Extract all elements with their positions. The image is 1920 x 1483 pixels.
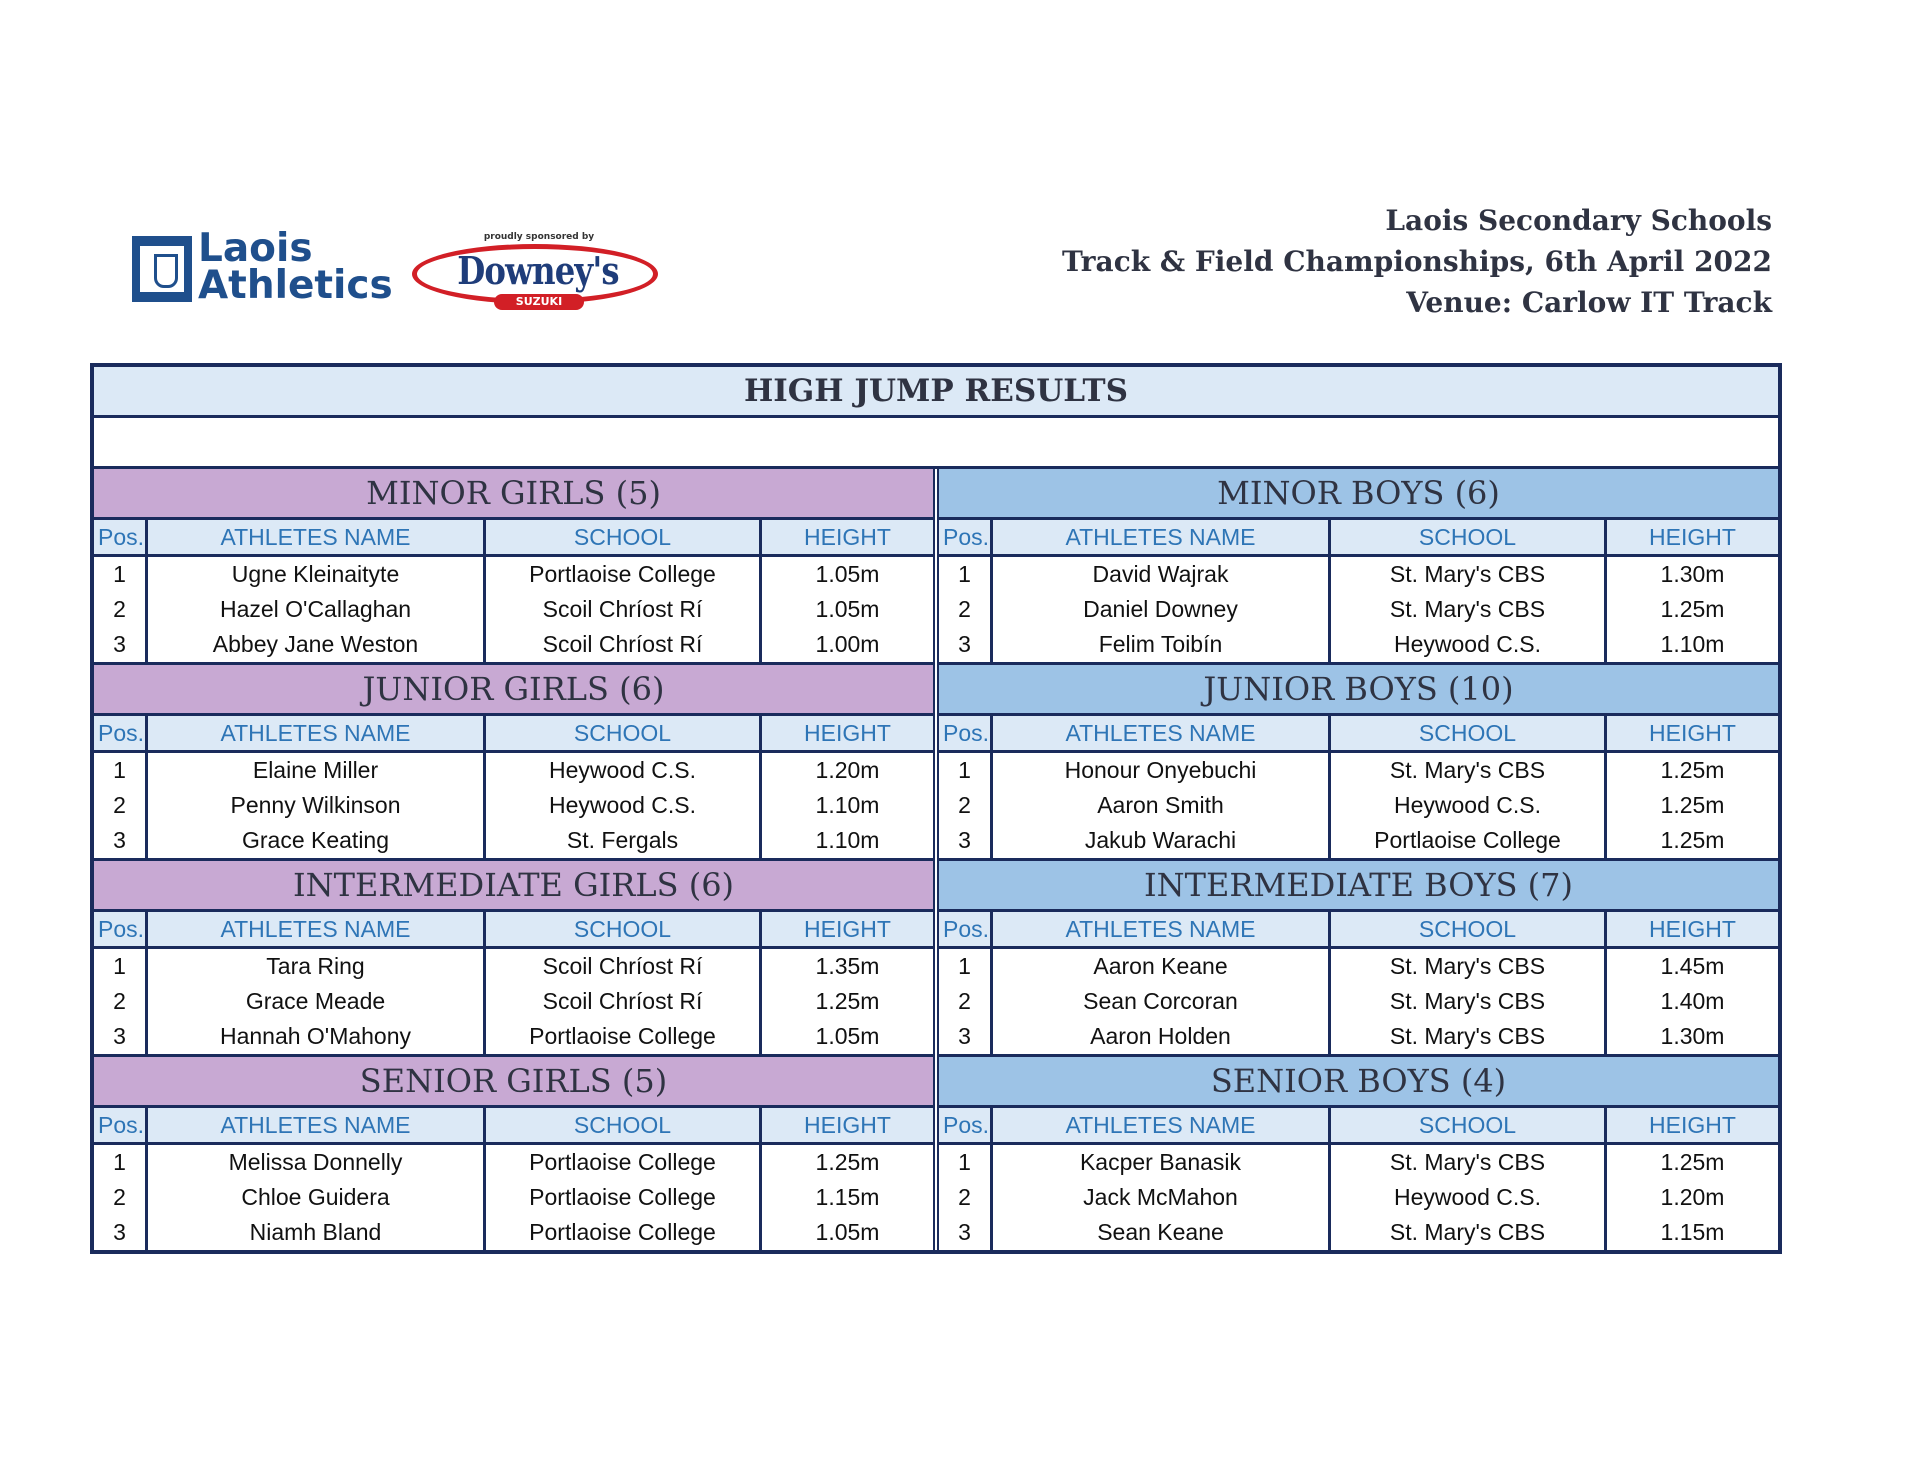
cell-name: Jakub Warachi <box>993 823 1331 858</box>
cell-school: Portlaoise College <box>486 1145 762 1180</box>
cell-school: Portlaoise College <box>1331 823 1607 858</box>
column-header-pos: Pos. <box>939 912 993 946</box>
category-section <box>94 665 933 861</box>
cell-school: Scoil Chríost Rí <box>486 627 762 662</box>
cell-school: St. Mary's CBS <box>1331 753 1607 788</box>
club-name: Laois Athletics <box>198 226 393 308</box>
boys-column <box>933 469 1778 1250</box>
column-header-school: SCHOOL <box>486 716 762 750</box>
cell-name: Tara Ring <box>148 949 486 984</box>
column-header-school: SCHOOL <box>486 912 762 946</box>
category-title: INTERMEDIATE BOYS (7) <box>939 861 1778 912</box>
category-title: JUNIOR GIRLS (6) <box>94 665 933 716</box>
table-row <box>939 557 1778 592</box>
column-header-pos: Pos. <box>939 716 993 750</box>
cell-name: Grace Keating <box>148 823 486 858</box>
cell-school: Heywood C.S. <box>1331 1180 1607 1215</box>
cell-height: 1.25m <box>1660 792 1725 818</box>
column-header-name: ATHLETES NAME <box>148 716 486 750</box>
cell-pos: 2 <box>939 592 993 627</box>
cell-name: Chloe Guidera <box>148 1180 486 1215</box>
cell-height: 1.45m <box>1660 953 1725 979</box>
column-header-row <box>94 520 933 557</box>
cell-school: Scoil Chríost Rí <box>486 949 762 984</box>
cell-height: 1.35m <box>815 953 880 979</box>
category-title: SENIOR GIRLS (5) <box>94 1057 933 1108</box>
cell-name: David Wajrak <box>993 557 1331 592</box>
cell-school: St. Mary's CBS <box>1331 1215 1607 1250</box>
table-row <box>94 949 933 984</box>
column-header-pos: Pos. <box>939 1108 993 1142</box>
category-section <box>939 1057 1778 1250</box>
cell-height: 1.30m <box>1660 1023 1725 1049</box>
results-table <box>90 363 1782 1254</box>
cell-name: Hazel O'Callaghan <box>148 592 486 627</box>
table-row <box>939 949 1778 984</box>
cell-pos: 2 <box>94 1180 148 1215</box>
cell-school: Portlaoise College <box>486 1019 762 1054</box>
category-title: MINOR GIRLS (5) <box>94 469 933 520</box>
cell-school: Scoil Chríost Rí <box>486 984 762 1019</box>
cell-school: St. Mary's CBS <box>1331 1019 1607 1054</box>
cell-school: St. Fergals <box>486 823 762 858</box>
cell-school: St. Mary's CBS <box>1331 984 1607 1019</box>
column-header-school: SCHOOL <box>486 520 762 554</box>
cell-height: 1.25m <box>1660 757 1725 783</box>
cell-name: Sean Corcoran <box>993 984 1331 1019</box>
category-section <box>94 1057 933 1250</box>
cell-height: 1.10m <box>1660 631 1725 657</box>
cell-pos: 1 <box>94 949 148 984</box>
column-header-name: ATHLETES NAME <box>993 520 1331 554</box>
column-header-row <box>94 912 933 949</box>
cell-name: Niamh Bland <box>148 1215 486 1250</box>
cell-school: Heywood C.S. <box>486 753 762 788</box>
category-title: INTERMEDIATE GIRLS (6) <box>94 861 933 912</box>
cell-pos: 3 <box>94 1215 148 1250</box>
table-row <box>94 788 933 823</box>
table-row <box>939 1180 1778 1215</box>
cell-name: Kacper Banasik <box>993 1145 1331 1180</box>
cell-name: Sean Keane <box>993 1215 1331 1250</box>
cell-height: 1.05m <box>815 561 880 587</box>
column-header-school: SCHOOL <box>1331 912 1607 946</box>
header-line-organiser: Laois Secondary Schools <box>1385 204 1772 237</box>
cell-school: Portlaoise College <box>486 1180 762 1215</box>
cell-name: Aaron Holden <box>993 1019 1331 1054</box>
cell-pos: 2 <box>94 592 148 627</box>
cell-school: St. Mary's CBS <box>1331 592 1607 627</box>
shield-icon <box>132 236 192 302</box>
table-row <box>94 592 933 627</box>
table-row <box>939 753 1778 788</box>
cell-school: Scoil Chríost Rí <box>486 592 762 627</box>
column-header-height: HEIGHT <box>804 1112 891 1138</box>
cell-name: Melissa Donnelly <box>148 1145 486 1180</box>
cell-name: Hannah O'Mahony <box>148 1019 486 1054</box>
cell-height: 1.20m <box>815 757 880 783</box>
table-row <box>939 1145 1778 1180</box>
cell-name: Abbey Jane Weston <box>148 627 486 662</box>
sponsor-logo <box>412 232 664 316</box>
cell-pos: 1 <box>939 753 993 788</box>
column-header-height: HEIGHT <box>804 720 891 746</box>
cell-height: 1.20m <box>1660 1184 1725 1210</box>
category-section <box>94 469 933 665</box>
column-header-name: ATHLETES NAME <box>148 912 486 946</box>
cell-pos: 3 <box>939 1019 993 1054</box>
category-title: MINOR BOYS (6) <box>939 469 1778 520</box>
cell-height: 1.25m <box>1660 596 1725 622</box>
table-row <box>94 823 933 858</box>
category-section <box>94 861 933 1057</box>
header-line-event: Track & Field Championships, 6th April 2022 <box>1062 245 1772 278</box>
cell-pos: 3 <box>94 823 148 858</box>
category-section <box>939 665 1778 861</box>
cell-pos: 3 <box>939 1215 993 1250</box>
table-row <box>94 1215 933 1250</box>
cell-pos: 2 <box>94 984 148 1019</box>
column-header-height: HEIGHT <box>804 524 891 550</box>
column-header-row <box>94 1108 933 1145</box>
cell-pos: 1 <box>94 753 148 788</box>
cell-height: 1.25m <box>815 988 880 1014</box>
cell-name: Ugne Kleinaityte <box>148 557 486 592</box>
cell-height: 1.00m <box>815 631 880 657</box>
cell-name: Grace Meade <box>148 984 486 1019</box>
cell-pos: 3 <box>939 627 993 662</box>
cell-height: 1.05m <box>815 1219 880 1245</box>
column-header-school: SCHOOL <box>1331 716 1607 750</box>
column-header-height: HEIGHT <box>1649 720 1736 746</box>
cell-height: 1.30m <box>1660 561 1725 587</box>
cell-name: Honour Onyebuchi <box>993 753 1331 788</box>
column-header-name: ATHLETES NAME <box>148 1108 486 1142</box>
column-header-row <box>939 912 1778 949</box>
cell-height: 1.15m <box>1660 1219 1725 1245</box>
cell-pos: 2 <box>94 788 148 823</box>
cell-height: 1.10m <box>815 827 880 853</box>
results-title: HIGH JUMP RESULTS <box>94 367 1778 418</box>
cell-pos: 1 <box>94 557 148 592</box>
column-header-row <box>939 1108 1778 1145</box>
cell-pos: 3 <box>939 823 993 858</box>
column-header-height: HEIGHT <box>1649 916 1736 942</box>
cell-school: St. Mary's CBS <box>1331 557 1607 592</box>
cell-pos: 1 <box>94 1145 148 1180</box>
cell-height: 1.25m <box>1660 827 1725 853</box>
cell-pos: 1 <box>939 1145 993 1180</box>
cell-school: Portlaoise College <box>486 1215 762 1250</box>
column-header-name: ATHLETES NAME <box>993 1108 1331 1142</box>
cell-pos: 1 <box>939 949 993 984</box>
girls-column <box>94 469 933 1250</box>
cell-school: St. Mary's CBS <box>1331 1145 1607 1180</box>
cell-pos: 2 <box>939 1180 993 1215</box>
cell-height: 1.15m <box>815 1184 880 1210</box>
column-header-name: ATHLETES NAME <box>993 912 1331 946</box>
category-title: SENIOR BOYS (4) <box>939 1057 1778 1108</box>
table-row <box>939 627 1778 662</box>
table-row <box>94 984 933 1019</box>
cell-pos: 2 <box>939 984 993 1019</box>
column-header-pos: Pos. <box>94 520 148 554</box>
cell-name: Elaine Miller <box>148 753 486 788</box>
column-header-name: ATHLETES NAME <box>993 716 1331 750</box>
cell-height: 1.05m <box>815 1023 880 1049</box>
column-header-school: SCHOOL <box>1331 1108 1607 1142</box>
cell-name: Penny Wilkinson <box>148 788 486 823</box>
event-header <box>1062 200 1772 323</box>
category-title: JUNIOR BOYS (10) <box>939 665 1778 716</box>
cell-school: Portlaoise College <box>486 557 762 592</box>
table-row <box>939 1215 1778 1250</box>
sponsor-name: Downey's <box>457 248 619 293</box>
cell-name: Daniel Downey <box>993 592 1331 627</box>
table-row <box>94 557 933 592</box>
cell-pos: 3 <box>94 627 148 662</box>
cell-pos: 3 <box>94 1019 148 1054</box>
category-section <box>939 469 1778 665</box>
cell-school: Heywood C.S. <box>1331 788 1607 823</box>
header-line-venue: Venue: Carlow IT Track <box>1406 286 1772 319</box>
column-header-name: ATHLETES NAME <box>148 520 486 554</box>
table-row <box>939 1019 1778 1054</box>
table-row <box>94 753 933 788</box>
sponsor-tag: SUZUKI <box>494 294 584 310</box>
sponsor-tagline: proudly sponsored by <box>483 232 595 242</box>
table-row <box>939 823 1778 858</box>
column-header-school: SCHOOL <box>486 1108 762 1142</box>
cell-pos: 2 <box>939 788 993 823</box>
table-row <box>939 788 1778 823</box>
table-row <box>94 1180 933 1215</box>
cell-school: St. Mary's CBS <box>1331 949 1607 984</box>
column-header-height: HEIGHT <box>804 916 891 942</box>
cell-name: Aaron Smith <box>993 788 1331 823</box>
column-header-pos: Pos. <box>94 912 148 946</box>
table-row <box>94 1145 933 1180</box>
column-header-pos: Pos. <box>94 1108 148 1142</box>
column-header-height: HEIGHT <box>1649 1112 1736 1138</box>
column-header-pos: Pos. <box>939 520 993 554</box>
table-row <box>94 627 933 662</box>
table-row <box>94 1019 933 1054</box>
column-header-row <box>939 520 1778 557</box>
column-header-row <box>939 716 1778 753</box>
cell-pos: 1 <box>939 557 993 592</box>
table-row <box>939 592 1778 627</box>
column-header-row <box>94 716 933 753</box>
cell-height: 1.40m <box>1660 988 1725 1014</box>
column-header-pos: Pos. <box>94 716 148 750</box>
cell-height: 1.25m <box>815 1149 880 1175</box>
blank-row <box>94 418 1778 469</box>
cell-school: Heywood C.S. <box>1331 627 1607 662</box>
column-header-school: SCHOOL <box>1331 520 1607 554</box>
table-row <box>939 984 1778 1019</box>
cell-height: 1.10m <box>815 792 880 818</box>
cell-name: Jack McMahon <box>993 1180 1331 1215</box>
cell-height: 1.25m <box>1660 1149 1725 1175</box>
cell-school: Heywood C.S. <box>486 788 762 823</box>
cell-name: Felim Toibín <box>993 627 1331 662</box>
cell-name: Aaron Keane <box>993 949 1331 984</box>
column-header-height: HEIGHT <box>1649 524 1736 550</box>
cell-height: 1.05m <box>815 596 880 622</box>
category-section <box>939 861 1778 1057</box>
